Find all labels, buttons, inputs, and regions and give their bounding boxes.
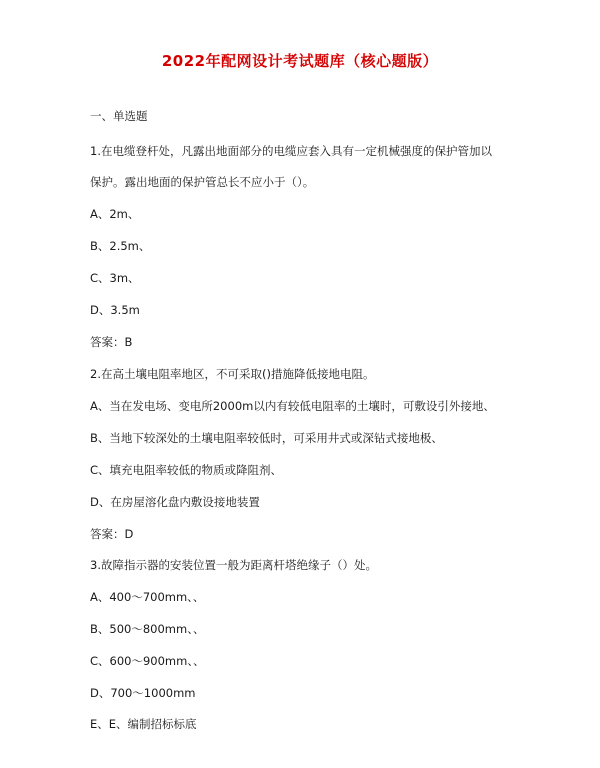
question-3-option-d: D、700～1000mm xyxy=(90,686,196,700)
question-2-option-c: C、填充电阻率较低的物质或降阻剂、 xyxy=(90,463,283,477)
question-1-answer: 答案：B xyxy=(90,335,133,349)
question-1-option-b: B、2.5m、 xyxy=(90,239,151,253)
question-1-option-c: C、3m、 xyxy=(90,271,140,285)
question-2-option-a: A、当在发电场、变电所2000m以内有较低电阻率的土壤时，可敷设引外接地、 xyxy=(90,399,495,413)
question-2-option-d: D、在房屋溶化盘内敷设接地装置 xyxy=(90,495,260,509)
document-title: 2022年配网设计考试题库（核心题版） xyxy=(161,52,439,70)
question-1-stem-line-2: 保护。露出地面的保护管总长不应小于（）。 xyxy=(90,175,315,189)
question-2-stem-line-1: 2.在高土壤电阻率地区，不可采取()措施降低接地电阻。 xyxy=(90,367,375,381)
section-heading: 一、单选题 xyxy=(90,109,148,123)
question-2-answer: 答案：D xyxy=(90,527,134,541)
question-1-stem-line-1: 1.在电缆登杆处，凡露出地面部分的电缆应套入具有一定机械强度的保护管加以 xyxy=(90,144,492,158)
question-3-option-b: B、500～800mm、、 xyxy=(90,622,205,636)
question-3-option-a: A、400～700mm、、 xyxy=(90,590,205,604)
question-1-option-d: D、3.5m xyxy=(90,303,140,317)
question-3-option-c: C、600～900mm、、 xyxy=(90,654,205,668)
question-1-option-a: A、2m、 xyxy=(90,207,140,221)
question-3-stem-line-1: 3.故障指示器的安装位置一般为距离杆塔绝缘子（）处。 xyxy=(90,558,377,572)
question-2-option-b: B、当地下较深处的土壤电阻率较低时，可采用井式或深钻式接地极、 xyxy=(90,431,443,445)
question-3-option-e: E、E、编制招标标底 xyxy=(90,717,197,731)
